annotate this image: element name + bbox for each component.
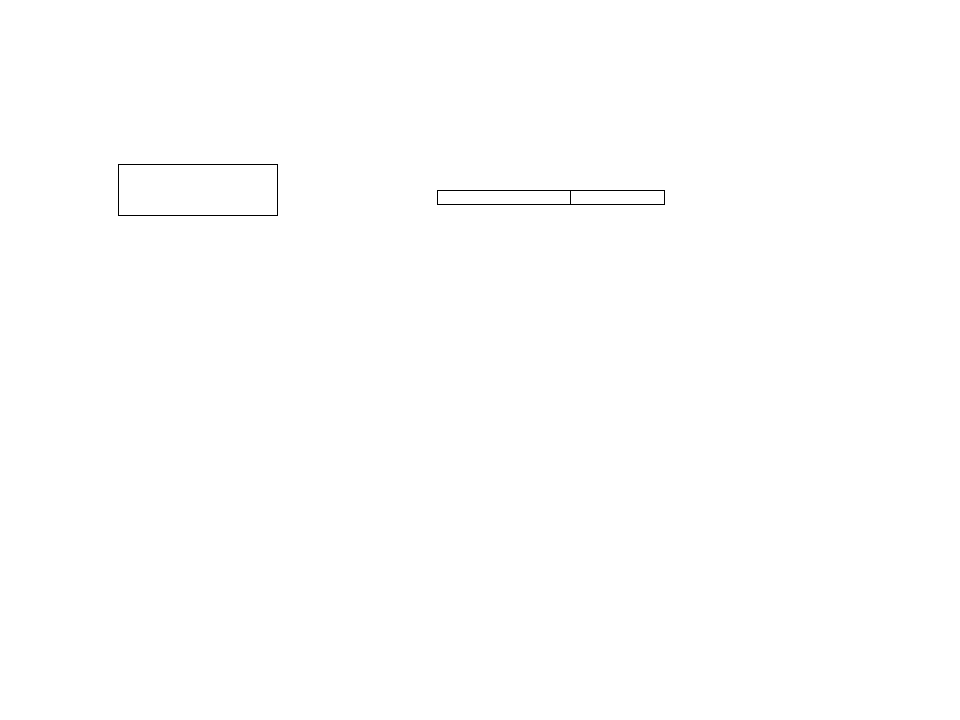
costing-by-box bbox=[118, 164, 278, 216]
costing-sheet bbox=[85, 118, 910, 598]
fy-value-cell bbox=[570, 191, 664, 204]
fy-underline bbox=[438, 204, 664, 209]
fy-box bbox=[437, 190, 665, 205]
wbs-title bbox=[118, 122, 124, 133]
